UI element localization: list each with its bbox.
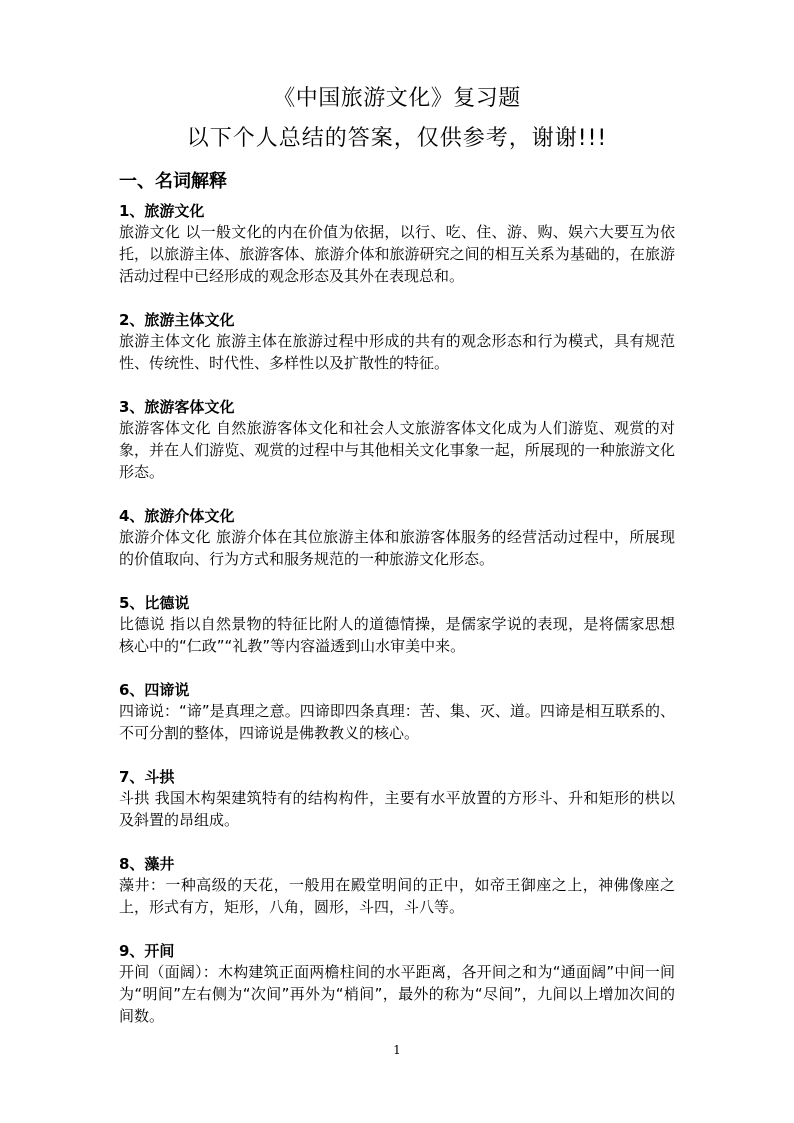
term-item [119,506,675,570]
document-subtitle: 以下个人总结的答案，仅供参考，谢谢!!! [186,126,608,151]
document-title: 《中国旅游文化》复习题 [273,86,521,111]
term-item [119,854,675,918]
term-definition: 旅游文化 以一般文化的内在价值为依据，以行、吃、住、游、购、娱六大要互为依托，以旅游主体、旅游客体、旅游介体和旅游研究之间的相互关系为基础的，在旅游活动过程中已经形成的观念形态及其外在表现总和。 [119,223,675,285]
term-heading: 9、开间 [119,942,175,960]
page-number: 1 [393,1043,401,1057]
term-definition: 开间（面阔）：木构建筑正面两檐柱间的水平距离，各开间之和为“通面阔”中间一间为“明间”左右侧为“次间”再外为“梢间”，最外的称为“尽间”，九间以上增加次间的间数。 [119,963,675,1025]
term-definition: 藻井：一种高级的天花，一般用在殿堂明间的正中，如帝王御座之上，神佛像座之上，形式有方，矩形，八角，圆形，斗四，斗八等。 [119,876,675,916]
term-item [119,593,675,657]
term-item [119,310,675,374]
terms-list [119,201,675,1050]
term-heading: 8、藻井 [119,855,175,873]
term-item [119,201,675,287]
term-heading: 6、四谛说 [119,681,190,699]
term-item [119,397,675,483]
term-heading: 4、旅游介体文化 [119,507,235,525]
term-heading: 3、旅游客体文化 [119,398,235,416]
term-definition: 旅游客体文化 自然旅游客体文化和社会人文旅游客体文化成为人们游览、观赏的对象，并在人们游览、观赏的过程中与其他相关文化事象一起，所展现的一种旅游文化形态。 [119,419,675,481]
term-item [119,941,675,1027]
term-definition: 旅游介体文化 旅游介体在其位旅游主体和旅游客体服务的经营活动过程中，所展现的价值取向、行为方式和服务规范的一种旅游文化形态。 [119,528,675,568]
term-heading: 2、旅游主体文化 [119,311,235,329]
term-item [119,767,675,831]
section-heading: 一、名词解释 [119,171,227,192]
term-definition: 旅游主体文化 旅游主体在旅游过程中形成的共有的观念形态和行为模式，具有规范性、传统性、时代性、多样性以及扩散性的特征。 [119,332,675,372]
term-definition: 斗拱 我国木构架建筑特有的结构构件，主要有水平放置的方形斗、升和矩形的栱以及斜置的昂组成。 [119,789,675,829]
term-heading: 7、斗拱 [119,768,175,786]
term-heading: 5、比德说 [119,594,190,612]
term-heading: 1、旅游文化 [119,202,205,220]
term-definition: 四谛说：“谛”是真理之意。四谛即四条真理：苦、集、灭、道。四谛是相互联系的、不可分割的整体，四谛说是佛教教义的核心。 [119,702,675,742]
term-definition: 比德说 指以自然景物的特征比附人的道德情操，是儒家学说的表现，是将儒家思想核心中的“仁政”“礼教”等内容溢透到山水审美中来。 [119,615,675,655]
term-item [119,680,675,744]
